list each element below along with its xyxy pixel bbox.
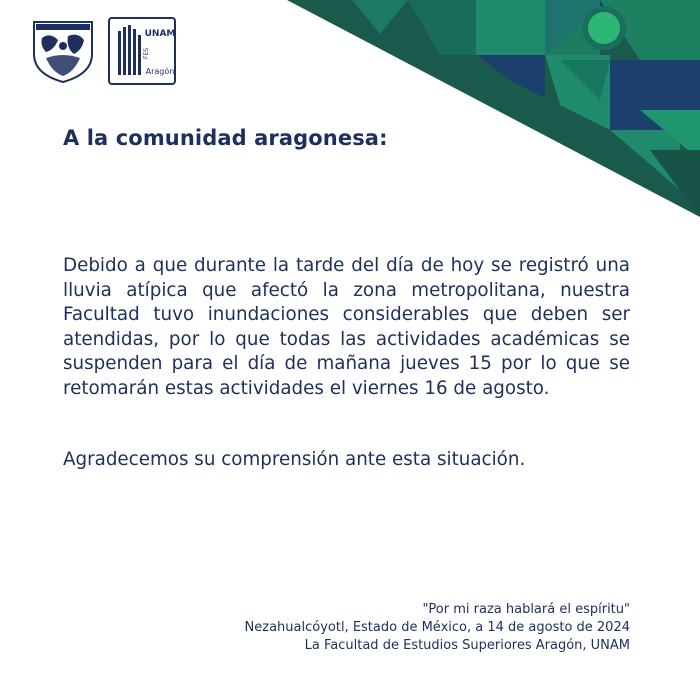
letter-thanks-paragraph: Agradecemos su comprensión ante esta situación. xyxy=(63,449,526,470)
fes-aragon-logo-icon xyxy=(108,17,176,85)
letter-footer xyxy=(110,601,630,655)
fes-logo-unam-text: UNAM xyxy=(144,29,176,39)
footer-place-date: Nezahualcóyotl, Estado de México, a 14 de agosto de 2024 xyxy=(244,620,630,635)
letter-greeting: A la comunidad aragonesa: xyxy=(63,126,388,150)
footer-motto: "Por mi raza hablará el espíritu" xyxy=(422,602,630,617)
unam-coat-of-arms-icon xyxy=(30,16,96,84)
fes-logo-fes-text: FES xyxy=(143,47,150,59)
footer-signature: La Facultad de Estudios Superiores Aragón, UNAM xyxy=(304,638,630,653)
letter-paragraph: Debido a que durante la tarde del día de hoy se registró una lluvia atípica que afectó la zona metropolitana, nuestra Facultad tuvo inundaciones considerables que deben ser atendidas, por lo que todas las actividades académicas se suspenden para el día de mañana jueves 15 por lo que se retomarán estas actividades el viernes 16 de agosto. xyxy=(63,255,630,399)
fes-logo-aragon-text: Aragón xyxy=(145,67,175,76)
